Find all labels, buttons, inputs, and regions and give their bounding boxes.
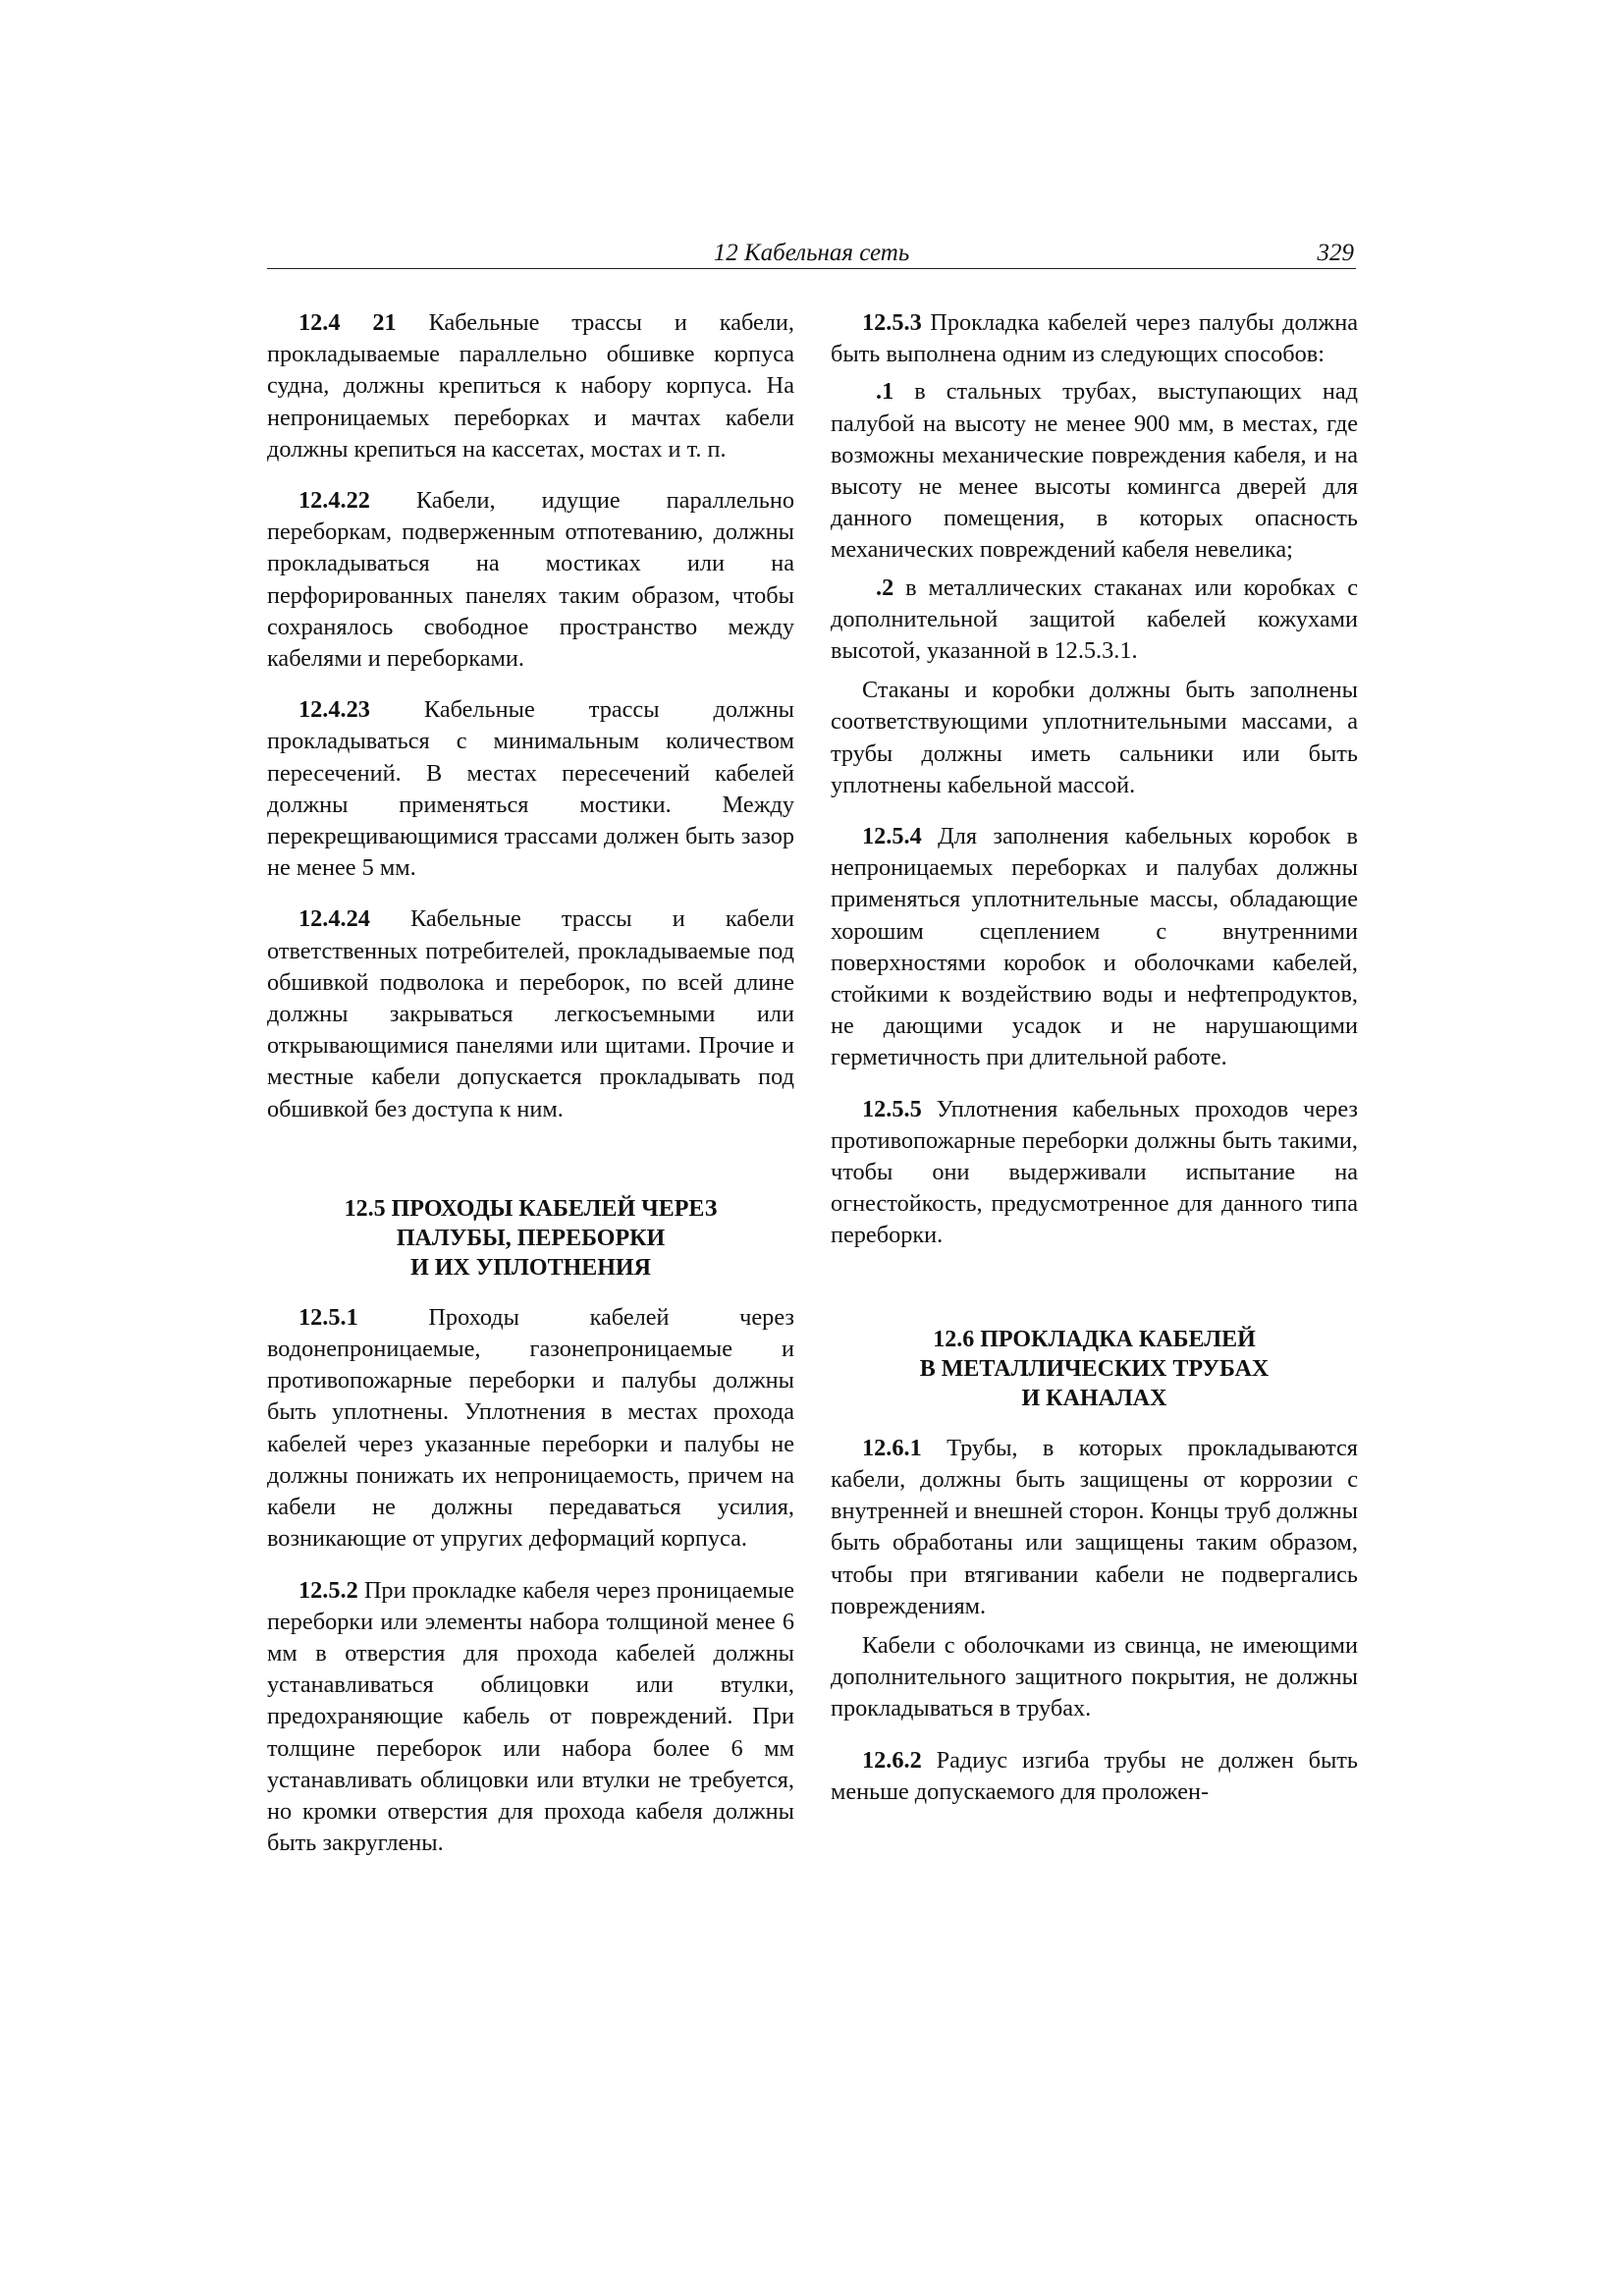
clause-number: 12.5.4 — [862, 823, 922, 850]
paragraph-text: Проходы кабелей через водонепроницаемые, газонепроницаемые и противопожарные переборки и палубы должны быть уплотнены. Уплотнения в местах прохода кабелей через указанные переборки и палубы не должны понижать их непроницаемость, причем на кабели не должны передаваться усилия, возникающие от упругих деформаций корпуса. — [267, 1303, 794, 1553]
paragraph-text: Стаканы и коробки должны быть заполнены соответствующими уплотнительными массами, а трубы должны иметь сальники или быть уплотнены кабельной массой. — [831, 677, 1358, 798]
heading-line: 12.6 ПРОКЛАДКА КАБЕЛЕЙ — [933, 1326, 1256, 1352]
paragraph-text: Кабельные трассы должны прокладываться с минимальным количеством пересечений. В местах пересечений кабелей должны применяться мостики. Между перекрещивающимися трассами должен быть зазор не менее 5 мм. — [267, 696, 794, 882]
paragraph-text: Кабельные трассы и кабели, прокладываемые параллельно обшивке корпуса судна, должны крепиться к набору корпуса. На непроницаемых переборках и мачтах кабели должны крепиться на кассетах, мостах и т. п. — [267, 309, 795, 463]
paragraph-12-4-21 — [267, 307, 794, 465]
section-heading-12-6 — [831, 1325, 1358, 1413]
paragraph-stakany — [831, 675, 1358, 801]
list-item-12-5-3-2 — [831, 573, 1358, 668]
paragraph-text: Прокладка кабелей через палубы должна быть выполнена одним из следующих способов: — [831, 309, 1358, 368]
heading-line: В МЕТАЛЛИЧЕСКИХ ТРУБАХ — [919, 1355, 1270, 1382]
paragraph-text: Радиус изгиба трубы не должен быть меньше допускаемого для проложен- — [831, 1746, 1358, 1805]
paragraph-12-5-5 — [831, 1094, 1358, 1252]
paragraph-12-5-2 — [267, 1575, 794, 1860]
paragraph-12-6-2 — [831, 1745, 1358, 1808]
clause-number: 12.6.1 — [862, 1434, 922, 1461]
clause-number: 12.5.3 — [862, 309, 922, 336]
clause-number: 12.5.1 — [298, 1303, 358, 1331]
paragraph-12-4-24 — [267, 903, 794, 1124]
clause-number: 12.4 21 — [298, 309, 397, 336]
paragraph-text: Уплотнения кабельных проходов через противопожарные переборки должны быть такими, чтобы они выдерживали испытание на огнестойкость, предусмотренное для данного типа переборки. — [831, 1095, 1358, 1249]
paragraph-text: Для заполнения кабельных коробок в непроницаемых переборках и палубах должны применяться уплотнительные массы, обладающие хорошим сцеплением с внутренними поверхностями коробок и оболочками кабелей, стойкими к воздействию воды и нефтепродуктов, не дающими усадок и не нарушающими герметичность при длительной работе. — [831, 823, 1358, 1071]
clause-number: 12.6.2 — [862, 1746, 922, 1774]
heading-line: И ИХ УПЛОТНЕНИЯ — [410, 1254, 651, 1281]
page-number: 329 — [1317, 240, 1354, 266]
paragraph-text: Кабели с оболочками из свинца, не имеющими дополнительного защитного покрытия, не должны прокладываться в трубах. — [831, 1631, 1358, 1722]
paragraph-12-4-22 — [267, 485, 794, 675]
paragraph-12-5-1 — [267, 1302, 794, 1556]
heading-line: 12.5 ПРОХОДЫ КАБЕЛЕЙ ЧЕРЕЗ — [344, 1195, 718, 1222]
paragraph-kabeli — [831, 1630, 1358, 1725]
chapter-title: 12 Кабельная сеть — [713, 240, 910, 266]
list-item-12-5-3-1 — [831, 376, 1358, 566]
clause-number: 12.5.2 — [298, 1576, 358, 1604]
list-number: .1 — [876, 378, 894, 406]
clause-number: 12.5.5 — [862, 1095, 922, 1122]
clause-number: 12.4.23 — [298, 696, 370, 724]
clause-number: 12.4.24 — [298, 905, 370, 933]
running-header — [267, 239, 1356, 269]
section-heading-12-5 — [267, 1194, 794, 1283]
paragraph-text: Кабельные трассы и кабели ответственных потребителей, прокладываемые под обшивкой подволока и переборок, по всей длине должны закрываться легкосъемными или открывающимися панелями или щитами. Прочие и местные кабели допускается прокладывать под обшивкой без доступа к ним. — [267, 905, 794, 1122]
heading-line: ПАЛУБЫ, ПЕРЕБОРКИ — [396, 1225, 666, 1251]
paragraph-text: Кабели, идущие параллельно переборкам, подверженным отпотеванию, должны прокладываться на мостиках или на перфорированных панелях таким образом, чтобы сохранялось свободное пространство между кабелями и переборками. — [267, 487, 794, 673]
clause-number: 12.4.22 — [298, 487, 370, 515]
paragraph-text: При прокладке кабеля через проницаемые переборки или элементы набора толщиной менее 6 мм в отверстия для прохода кабелей должны устанавливаться облицовки или втулки, предохраняющие кабель от повреждений. При толщине переборок или набора более 6 мм устанавливать облицовки или втулки не требуется, но кромки отверстия для прохода кабеля должны быть закруглены. — [267, 1576, 794, 1857]
paragraph-12-4-23 — [267, 694, 794, 884]
list-item-text: в металлических стаканах или коробках с дополнительной защитой кабелей кожухами высотой, указанной в 12.5.3.1. — [831, 574, 1358, 665]
list-number: .2 — [876, 574, 894, 601]
paragraph-text: Трубы, в которых прокладываются кабели, должны быть защищены от коррозии с внутренней и внешней сторон. Концы труб должны быть обработаны или защищены таким образом, чтобы при втягивании кабели не подвергались повреждениям. — [831, 1434, 1358, 1619]
heading-line: И КАНАЛАХ — [1021, 1385, 1167, 1411]
paragraph-12-5-4 — [831, 821, 1358, 1074]
list-item-text: в стальных трубах, выступающих над палубой на высоту не менее 900 мм, в местах, где возможны механические повреждения кабеля, и на высоту не менее высоты комингса дверей для данного помещения, в которых опасность механических повреждений кабеля невелика; — [831, 378, 1358, 564]
right-column — [831, 307, 1358, 1808]
paragraph-12-5-3 — [831, 307, 1358, 370]
paragraph-12-6-1 — [831, 1433, 1358, 1622]
left-column — [267, 307, 794, 1859]
